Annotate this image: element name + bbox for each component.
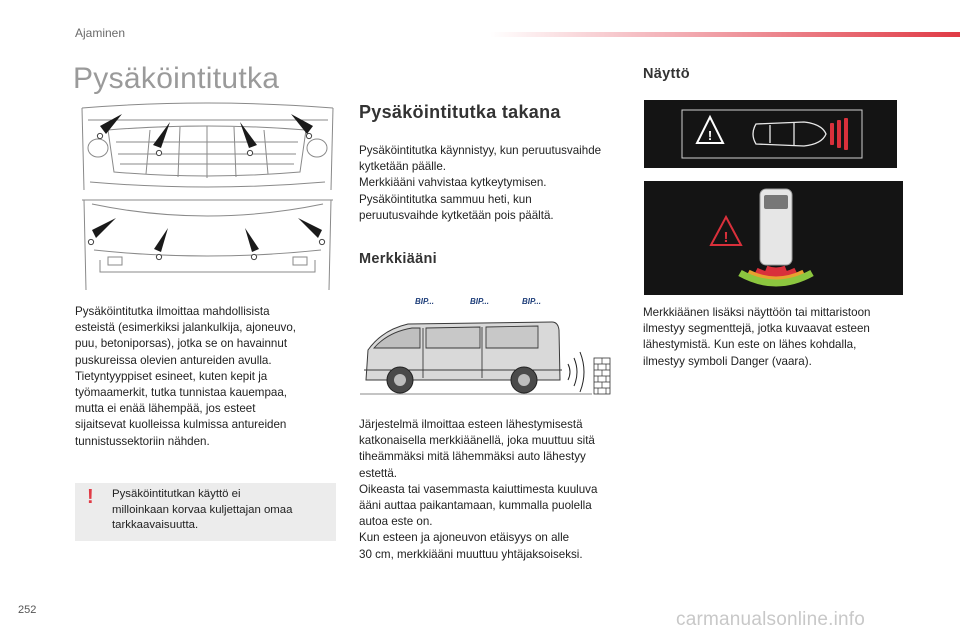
beep-label-3: BIP... bbox=[522, 297, 541, 306]
beep-label-1: BIP... bbox=[415, 297, 434, 306]
beep-label-2: BIP... bbox=[470, 297, 489, 306]
display-warning-symbol: ! bbox=[707, 128, 713, 143]
beep-subheading: Merkkiääni bbox=[359, 251, 437, 267]
chapter-label: Ajaminen bbox=[75, 26, 126, 40]
display-heading: Näyttö bbox=[643, 66, 690, 82]
left-description: Pysäköintitutka ilmoittaa mahdollisista esteistä (esimerkiksi jalankulkija, ajoneuvo, puu, betoniporsas), jotka se on havainnut puskureissa olevien antureiden avulla. Tietyntyyppiset esineet, kuten kepit ja työmaamerkit, tutka tunnistaa kauempaa, mutta ei enää lähempää, jos esteet sijaitsevat kuolleissa kulmissa antureiden tunnistussektoriin nähden. bbox=[75, 305, 297, 448]
page-title: Pysäköintitutka bbox=[73, 62, 280, 95]
bumper-sensors-illustration bbox=[80, 100, 335, 292]
page-number: 252 bbox=[18, 604, 37, 616]
rear-view-display-illustration bbox=[644, 181, 903, 295]
display-description: Merkkiäänen lisäksi näyttöön tai mittaristoon ilmestyy segmenttejä, jotka kuvaavat esteen lähestymistä. Kun este on lähes kohdalla, ilmestyy symboli Danger (vaara). bbox=[643, 306, 871, 368]
van-reversing-illustration bbox=[360, 292, 622, 410]
rear-sensor-heading: Pysäköintitutka takana bbox=[359, 102, 561, 122]
beep-description: Järjestelmä ilmoittaa esteen lähestymisestä katkonaisella merkkiäänellä, joka muuttuu sitä tiheämmäksi mitä lähemmäksi auto lähestyy estettä. Oikeasta tai vasemmasta kaiuttimesta kuuluva ääni auttaa paikantamaan, kummalla puolella autoa este on. Kun esteen ja ajoneuvon etäisyys on alle 30 cm, merkkiääni muuttuu yhtäjaksoiseksi. bbox=[359, 418, 598, 561]
header-accent-bar bbox=[490, 32, 960, 37]
display2-warning-symbol: ! bbox=[723, 229, 729, 246]
instrument-display-illustration bbox=[644, 100, 897, 168]
warning-exclamation-icon: ! bbox=[87, 486, 94, 508]
rear-sensor-description: Pysäköintitutka käynnistyy, kun peruutusvaihde kytketään päälle. Merkkiääni vahvistaa kytkeytymisen. Pysäköintitutka sammuu heti, kun peruutusvaihde kytketään pois päältä. bbox=[359, 144, 602, 222]
warning-text: Pysäköintitutkan käyttö ei milloinkaan korvaa kuljettajan omaa tarkkaavaisuutta. bbox=[112, 488, 293, 531]
watermark: carmanualsonline.info bbox=[676, 609, 866, 630]
